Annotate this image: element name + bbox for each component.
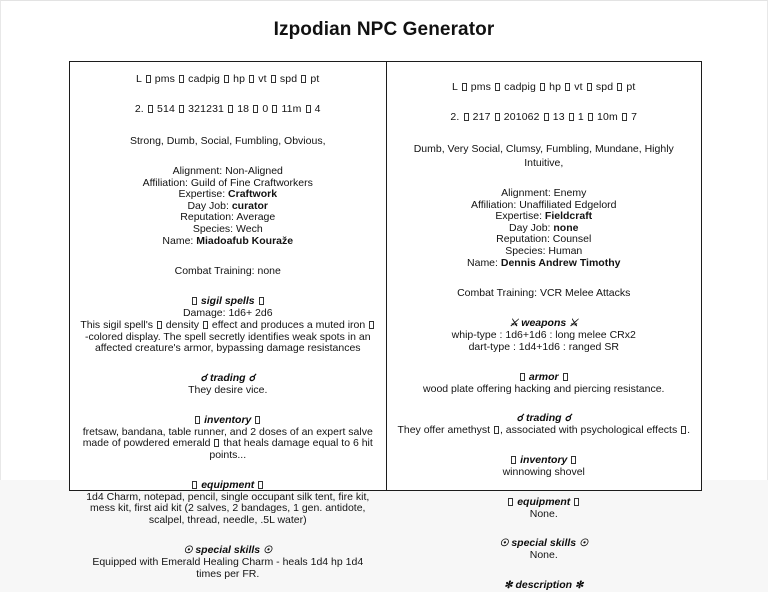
weapons-icon: ⚔ (569, 318, 579, 330)
missing-glyph-icon (565, 83, 570, 91)
traits-line: Dumb, Very Social, Clumsy, Fumbling, Mundane, Highly Intuitive, (413, 143, 674, 169)
section-equipment (77, 479, 379, 527)
detail-value: Dennis Andrew Timothy (500, 256, 621, 269)
detail-value: Enemy (553, 187, 587, 199)
section-inventory (77, 414, 379, 462)
detail-label: Reputation: (496, 233, 553, 246)
detail-label: Day Job: (187, 199, 232, 212)
section-inventory (394, 454, 695, 479)
special-skills-icon: ☉ (499, 538, 509, 550)
missing-glyph-icon (544, 113, 549, 121)
section-body-special-skills (394, 550, 695, 562)
combat-training-line: Combat Training: none (174, 265, 281, 278)
trading-icon: ☌ (248, 372, 256, 384)
section-equipment (394, 496, 695, 521)
detail-value: Unaffiliated Edgelord (519, 198, 617, 211)
stat-header-line: L pms cadpig hp vt spd pt (136, 73, 320, 85)
special-skills-icon: ☉ (183, 544, 193, 556)
detail-label: Species: (192, 222, 237, 235)
missing-glyph-icon (195, 416, 200, 424)
section-line: None. (529, 549, 558, 562)
missing-glyph-icon (192, 481, 197, 489)
missing-glyph-icon (494, 426, 499, 434)
combat-training-line: Combat Training: VCR Melee Attacks (457, 287, 631, 300)
special-skills-icon: ☉ (579, 538, 589, 550)
section-line: dart-type : 1d4+1d6 : ranged SR (468, 340, 619, 353)
section-special-skills (394, 537, 695, 562)
section-line: They desire vice. (188, 383, 268, 396)
missing-glyph-icon (462, 83, 467, 91)
missing-glyph-icon (617, 83, 622, 91)
detail-value: curator (231, 199, 269, 212)
description-icon: ✻ (504, 580, 513, 592)
npc-card-right (386, 62, 702, 592)
missing-glyph-icon (157, 321, 162, 329)
missing-glyph-icon (369, 321, 374, 329)
section-heading-equipment: equipment (77, 479, 379, 492)
missing-glyph-icon (253, 105, 258, 113)
section-heading-description: ✻ description ✻ (504, 579, 584, 592)
section-heading-inventory: inventory (394, 454, 695, 467)
section-armor (394, 371, 695, 396)
missing-glyph-icon (520, 373, 525, 381)
missing-glyph-icon (306, 105, 311, 113)
missing-glyph-icon (495, 83, 500, 91)
section-body-special-skills (77, 557, 379, 580)
detail-value: Counsel (552, 233, 592, 246)
missing-glyph-icon (258, 481, 263, 489)
section-sigil-spells (77, 295, 379, 355)
missing-glyph-icon (588, 113, 593, 121)
missing-glyph-icon (259, 297, 264, 305)
traits-line: Strong, Dumb, Social, Fumbling, Obvious, (129, 135, 326, 147)
detail-value: Human (548, 244, 583, 257)
missing-glyph-icon (511, 456, 516, 464)
detail-label: Day Job: (509, 221, 554, 234)
section-body-trading (77, 385, 379, 397)
section-line: winnowing shovel (502, 465, 585, 478)
missing-glyph-icon (681, 426, 686, 434)
detail-label: Name: (162, 234, 197, 247)
missing-glyph-icon (495, 113, 500, 121)
missing-glyph-icon (146, 75, 151, 83)
missing-glyph-icon (224, 75, 229, 83)
section-line: Damage: 1d6+ 2d6 (182, 307, 273, 320)
section-body-weapons (394, 330, 695, 353)
section-heading-sigil-spells: sigil spells (77, 295, 379, 308)
description-icon: ✻ (574, 580, 584, 592)
stat-header-line: L pms cadpig hp vt spd pt (452, 81, 636, 93)
missing-glyph-icon (203, 321, 208, 329)
section-line: whip-type : 1d6+1d6 : long melee CRx2 (451, 329, 636, 342)
section-line: 1d4 Charm, notepad, pencil, single occupant silk tent, fire kit, mess kit, first aid kit (2 salves, 2 bandages, 1 gen. antidote, scalpel, thread, needle, .5L water) (86, 490, 370, 527)
trading-icon: ☌ (516, 413, 524, 425)
missing-glyph-icon (464, 113, 469, 121)
missing-glyph-icon (148, 105, 153, 113)
section-line: fretsaw, bandana, table runner, and 2 doses of an expert salve made of powdered emerald that heals damage equal to 6 hit points... (82, 425, 373, 462)
section-heading-inventory: inventory (77, 414, 379, 427)
detail-value: Average (236, 211, 276, 224)
stat-values-line: 2. 217 201062 13 1 10m 7 (450, 111, 638, 123)
stat-values-line: 2. 514 321231 18 0 11m 4 (134, 103, 321, 115)
missing-glyph-icon (179, 75, 184, 83)
missing-glyph-icon (272, 105, 277, 113)
section-heading-weapons: ⚔ weapons ⚔ (509, 317, 579, 330)
missing-glyph-icon (587, 83, 592, 91)
missing-glyph-icon (540, 83, 545, 91)
section-heading-trading: ☌ trading ☌ (516, 412, 572, 425)
missing-glyph-icon (569, 113, 574, 121)
missing-glyph-icon (249, 75, 254, 83)
section-line: This sigil spell's density effect and produces a muted iron -colored display. The spell secretly identifies weak spots in an affected creature's armor, bypassing damage resistances (79, 320, 377, 355)
section-line: None. (529, 507, 558, 520)
section-weapons (394, 317, 695, 353)
missing-glyph-icon (571, 456, 576, 464)
section-description (394, 579, 695, 592)
section-body-equipment (77, 492, 379, 527)
detail-label: Expertise: (178, 188, 229, 201)
missing-glyph-icon (214, 439, 219, 447)
detail-label: Affiliation: (470, 198, 520, 211)
npc-card-left (70, 62, 386, 580)
section-heading-equipment: equipment (394, 496, 695, 509)
detail-label: Name: (467, 256, 501, 269)
missing-glyph-icon (255, 416, 260, 424)
weapons-icon: ⚔ (509, 318, 519, 330)
section-body-inventory (394, 467, 695, 479)
detail-value: Craftwork (228, 188, 278, 201)
section-body-armor (394, 384, 695, 396)
section-trading (394, 412, 695, 437)
detail-label: Alignment: (172, 165, 226, 177)
npc-details-list (394, 188, 695, 269)
detail-label: Expertise: (495, 210, 545, 223)
page-title: Izpodian NPC Generator (273, 19, 495, 40)
missing-glyph-icon (228, 105, 233, 113)
section-body-sigil-spells (77, 308, 379, 355)
section-heading-trading: ☌ trading ☌ (200, 371, 256, 384)
detail-row (77, 236, 379, 248)
missing-glyph-icon (574, 498, 579, 506)
detail-value: Guild of Fine Craftworkers (190, 176, 313, 189)
missing-glyph-icon (508, 498, 513, 506)
missing-glyph-icon (301, 75, 306, 83)
section-heading-special-skills: ☉ special skills ☉ (499, 537, 589, 550)
detail-value: none (553, 221, 579, 234)
section-special-skills (77, 544, 379, 580)
section-trading (77, 372, 379, 397)
detail-label: Alignment: (501, 187, 554, 199)
detail-label: Reputation: (180, 211, 237, 224)
detail-label: Species: (505, 244, 549, 257)
detail-value: Non-Aligned (225, 165, 283, 177)
missing-glyph-icon (563, 373, 568, 381)
trading-icon: ☌ (564, 413, 572, 425)
section-heading-armor: armor (394, 371, 695, 384)
detail-value: Fieldcraft (544, 210, 593, 223)
missing-glyph-icon (192, 297, 197, 305)
detail-label: Affiliation: (142, 176, 191, 189)
missing-glyph-icon (271, 75, 276, 83)
missing-glyph-icon (179, 105, 184, 113)
special-skills-icon: ☉ (263, 544, 273, 556)
npc-details-list (77, 166, 379, 247)
section-body-trading (394, 425, 695, 437)
trading-icon: ☌ (200, 372, 208, 384)
detail-value: Wech (236, 222, 263, 235)
detail-value: Miadoafub Kouraže (196, 234, 294, 247)
section-line: wood plate offering hacking and piercing resistance. (423, 382, 665, 395)
npc-cards-container (69, 61, 702, 592)
detail-row (394, 258, 695, 270)
missing-glyph-icon (622, 113, 627, 121)
section-heading-special-skills: ☉ special skills ☉ (183, 543, 273, 556)
section-line: Equipped with Emerald Healing Charm - heals 1d4 hp 1d4 times per FR. (92, 555, 364, 580)
section-body-inventory (77, 427, 379, 462)
section-line: They offer amethyst , associated with psychological effects . (397, 424, 691, 437)
section-body-equipment (394, 509, 695, 521)
